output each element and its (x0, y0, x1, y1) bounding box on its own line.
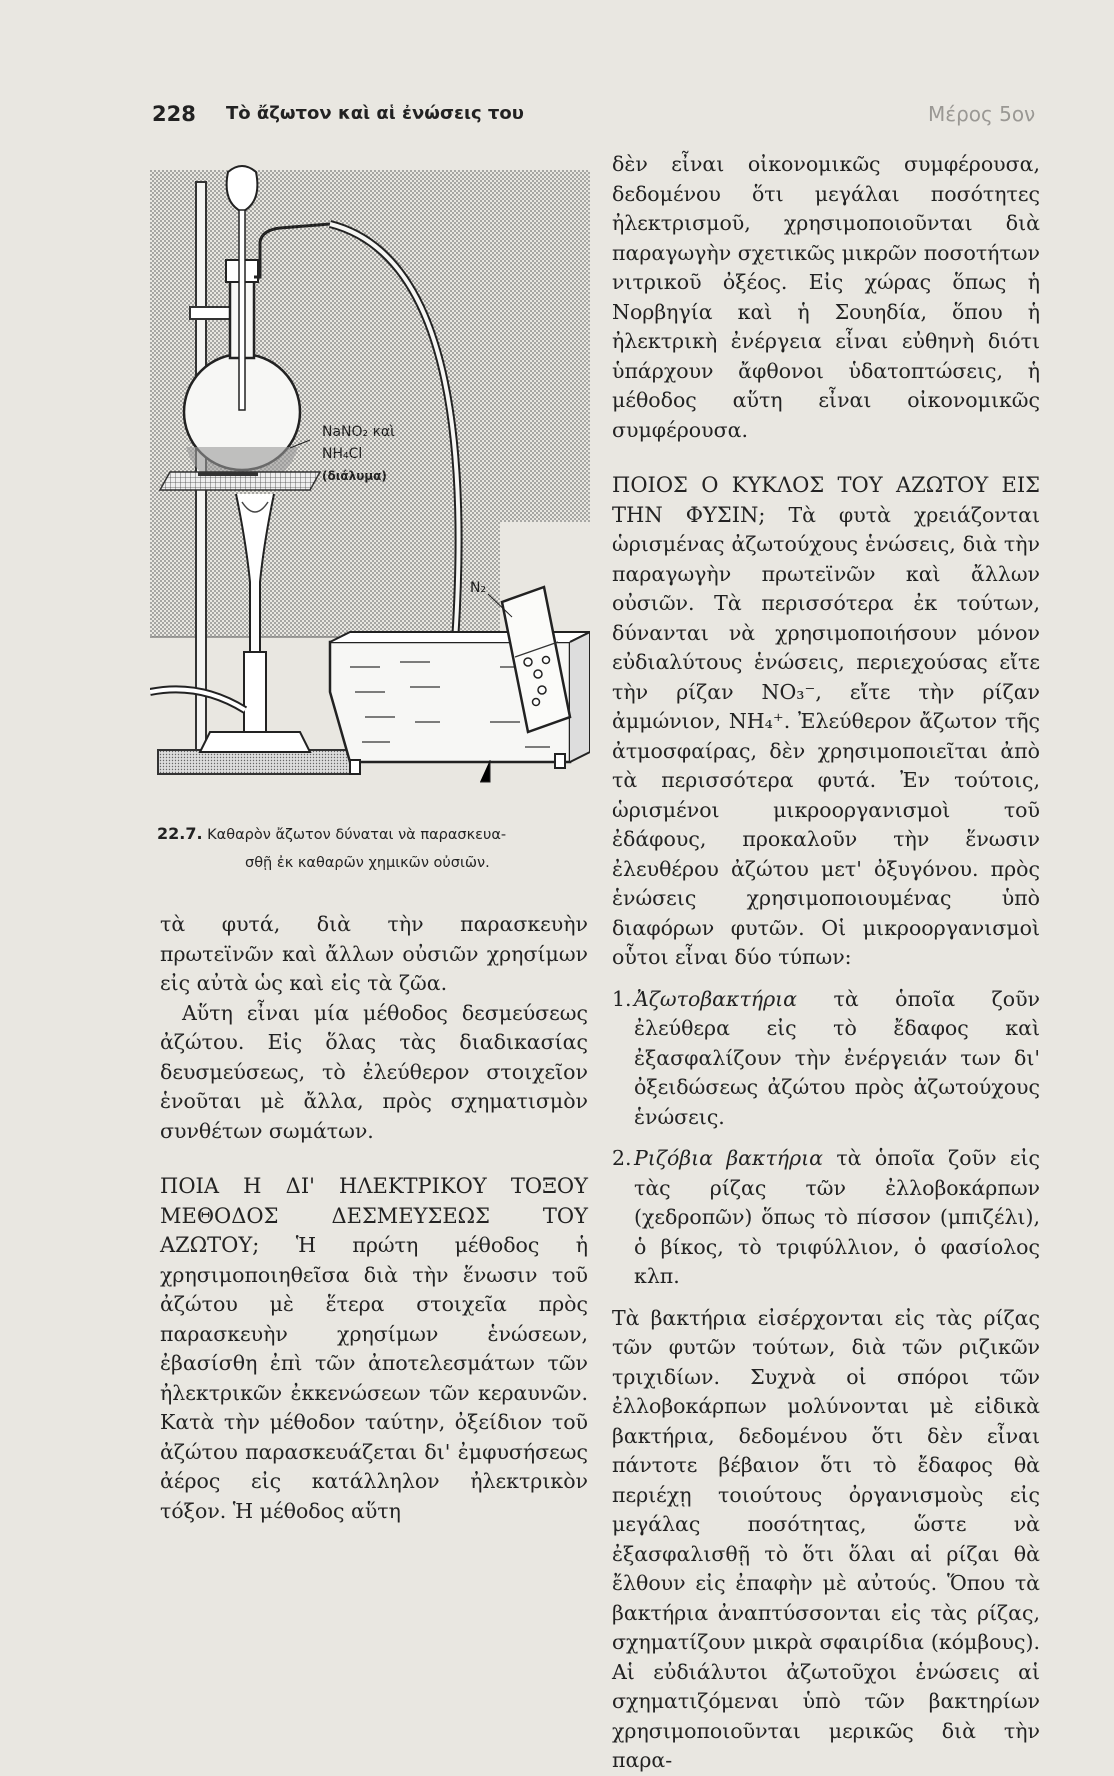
page-number: 228 (152, 102, 196, 126)
part-label: Μέρος 5ον (928, 102, 1036, 126)
right-paragraph-2: Τὰ φυτὰ χρειάζονται ὡρισμένας ἀζωτούχους ἑνώσεις, διὰ τὴν παραγωγὴν πρωτεϊνῶν καὶ ἄλλων οὐσιῶν. Τὰ περισσότερα ἐκ τούτων, δύνανται νὰ χρησιμοποιήσουν μόνον εὐδιαλύτους ἑνώσεις, περιεχούσας εἴτε τὴν ρίζαν NO₃⁻, εἴτε τὴν ρίζαν ἀμμώνιον, NH₄⁺. Ἐλεύθερον ἄζωτον τῆς ἀτμοσφαίρας, δὲν χρησιμοποιεῖται ἀπὸ τὰ περισσότερα φυτά. Ἐν τούτοις, ὡρισμένοι μικροοργανισμοὶ τοῦ ἐδάφους, προκαλοῦν τὴν ἕνωσιν ἐλευθέρου ἀζώτου μετ' ὀξυγόνου. πρὸς ἑνώσεις χρησιμοποιουμένας ὑπὸ διαφόρων φυτῶν. Οἱ μικροοργανισμοὶ οὗτοι εἶναι δύο τύπων: (612, 502, 1040, 969)
figure-caption (157, 820, 587, 877)
chapter-title: Τὸ ἄζωτον καὶ αἱ ἐνώσεις του (226, 103, 524, 124)
right-column (612, 150, 1040, 1776)
label-n2: N₂ (470, 580, 487, 596)
microorganism-list (612, 985, 1040, 1292)
left-paragraph-2: Αὕτη εἶναι μία μέθοδος δεσμεύσεως ἀζώτου. Εἰς ὅλας τὰς διαδικασίας δευσμεύσεως, τὸ ἐλεύθερον στοιχεῖον ἑνοῦται μὲ ἄλλα, πρὸς σχηματισμὸν συνθέτων σωμάτων. (160, 1000, 588, 1143)
apparatus-figure (150, 162, 590, 802)
left-paragraph-1: τὰ φυτά, διὰ τὴν παρασκευὴν πρωτεϊνῶν καὶ ἄλλων οὐσιῶν χρησίμων εἰς αὐτὰ ὡς καὶ εἰς τὰ ζῶα. (160, 912, 588, 995)
list-item: 2. Ριζόβια βακτήρια τὰ ὁποῖα ζοῦν εἰς τὰς ρίζας τῶν ἐλλοβοκάρπων (χεδροπῶν) ὅπως τὸ πίσσον (μπιζέλι), ὁ βίκος, τὸ τριφύλλιον, ὁ φασίολος κλπ. (612, 1146, 1040, 1288)
list-text: τὰ ὁποῖα ζοῦν εἰς τὰς ρίζας τῶν ἐλλοβοκάρπων (χεδροπῶν) ὅπως τὸ πίσσον (μπιζέλι), ὁ βίκος, τὸ τριφύλλιον, ὁ φασίολος κλπ. (634, 1146, 1040, 1288)
label-nano2: NaNO₂ καὶ (322, 424, 395, 440)
caption-line-2: σθῇ ἐκ καθαρῶν χημικῶν οὐσιῶν. (245, 855, 490, 871)
list-term: Ἀζωτοβακτήρια (634, 986, 798, 1011)
left-paragraph-3: Ἡ πρώτη μέθοδος ἡ χρησιμοποιηθεῖσα διὰ τὴν ἕνωσιν τοῦ ἀζώτου μὲ ἕτερα στοιχεῖα πρὸς παρασκευὴν χρησίμων ἑνώσεων, ἐβασίσθη ἐπὶ τῶν ἀποτελεσμάτων τῶν ἠλεκτρικῶν ἐκκενώσεων τῶν κεραυνῶν. Κατὰ τὴν μέθοδον ταύτην, ὀξείδιον τοῦ ἀζώτου παρασκευάζεται δι' ἐμφυσήσεως ἀέρος εἰς κατάλληλον ἠλεκτρικὸν τόξον. Ἡ μέθοδος αὕτη (160, 1233, 588, 1523)
left-column (160, 910, 588, 1526)
label-solution: (διάλυμα) (322, 469, 387, 483)
right-paragraph-1: δὲν εἶναι οἰκονομικῶς συμφέρουσα, δεδομένου ὅτι μεγάλαι ποσότητες ἠλεκτρισμοῦ, χρησιμοποιοῦνται διὰ παραγωγὴν σχετικῶς μικρῶν ποσοτήτων νιτρικοῦ ὀξέος. Εἰς χώρας ὅπως ἡ Νορβηγία καὶ ἡ Σουηδία, ὅπου ἡ ἠλεκτρικὴ ἐνέργεια εἶναι εὐθηνὴ διότι ὑπάρχουν ἄφθονοι ὑδατοπτώσεις, ἡ μέθοδος αὕτη εἶναι οἰκονομικῶς συμφέρουσα. (612, 152, 1040, 442)
label-nh4cl: NH₄Cl (322, 446, 363, 462)
caption-number: 22.7. (157, 824, 203, 843)
apparatus-illustration (150, 162, 590, 802)
section-heading-arc: ΠΟΙΑ Η ΔΙ' ΗΛΕΚΤΡΙΚΟΥ ΤΟΞΟΥ ΜΕΘΟΔΟΣ ΔΕΣΜΕΥΣΕΩΣ ΤΟΥ ΑΖΩΤΟΥ; (160, 1174, 588, 1257)
right-paragraph-3: Τὰ βακτήρια εἰσέρχονται εἰς τὰς ρίζας τῶν φυτῶν τούτων, διὰ τῶν ριζικῶν τριχιδίων. Συχνὰ οἱ σπόροι τῶν ἐλλοβοκάρπων μολύνονται μὲ εἰδικὰ βακτήρια, δεδομένου ὅτι δὲν εἶναι πάντοτε βέβαιον ὅτι τὸ ἔδαφος θὰ περιέχῃ τοιούτους ὀργανισμοὺς εἰς μεγάλας ποσότητας, ὥστε νὰ ἐξασφαλισθῇ τὸ ὅτι ὅλαι αἱ ρίζαι θὰ ἔλθουν εἰς ἐπαφὴν μὲ αὐτούς. Ὅπου τὰ βακτήρια ἀναπτύσσονται εἰς τὰς ρίζας, σχηματίζουν μικρὰ σφαιρίδια (κόμβους). Αἱ εὐδιάλυτοι ἀζωτοῦχοι ἑνώσεις αἱ σχηματιζόμεναι ὑπὸ τῶν βακτηρίων χρησιμοποιοῦνται μερικῶς διὰ τὴν παρα- (612, 1305, 1040, 1772)
list-item: 1. Ἀζωτοβακτήρια τὰ ὁποῖα ζοῦν ἐλεύθερα εἰς τὸ ἔδαφος καὶ ἐξασφαλίζουν τὴν ἐνέργειάν των δι' ὀξειδώσεως ἀζώτου πρὸς ἀζωτούχους ἑνώσεις. (612, 986, 1040, 1129)
list-text: τὰ ὁποῖα ζοῦν ἐλεύθερα εἰς τὸ ἔδαφος καὶ ἐξασφαλίζουν τὴν ἐνέργειάν των δι' ὀξειδώσεως ἀζώτου πρὸς ἀζωτούχους ἑνώσεις. (634, 986, 1040, 1129)
stand-base (158, 750, 352, 774)
list-term: Ριζόβια βακτήρια (634, 1146, 824, 1170)
caption-line-1: Καθαρὸν ἄζωτον δύναται νὰ παρασκευα- (207, 827, 507, 843)
section-heading-cycle: ΠΟΙΟΣ Ο ΚΥΚΛΟΣ ΤΟΥ ΑΖΩΤΟΥ ΕΙΣ ΤΗΝ ΦΥΣΙΝ; (612, 473, 1040, 527)
